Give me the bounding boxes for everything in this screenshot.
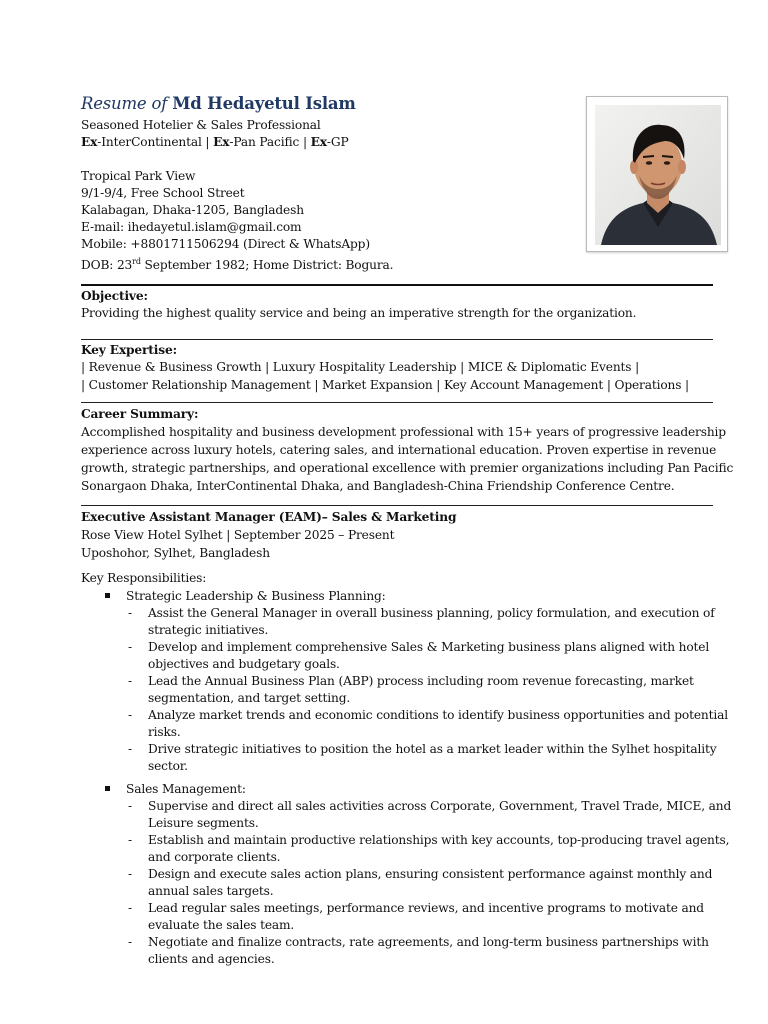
list-item: - Establish and maintain productive relationships with key accounts, top-producing travel agents, and corporate clients. bbox=[128, 833, 730, 864]
expertise-section bbox=[81, 342, 717, 394]
header-block bbox=[81, 117, 717, 151]
dash-bullet-icon: - bbox=[128, 799, 132, 813]
objective-text: Providing the highest quality service and being an imperative strength for the organization. bbox=[81, 306, 637, 320]
list-item: - Supervise and direct all sales activities across Corporate, Government, Travel Trade, MICE, and Leisure segments. bbox=[128, 799, 732, 830]
address-line-3: Kalabagan, Dhaka-1205, Bangladesh bbox=[81, 203, 304, 217]
career-summary-heading: Career Summary: bbox=[81, 407, 199, 421]
divider bbox=[81, 505, 713, 506]
dash-bullet-icon: - bbox=[128, 833, 132, 847]
career-summary-line: Sonargaon Dhaka, InterContinental Dhaka, and Bangladesh-China Friendship Conference Centre. bbox=[81, 479, 675, 493]
previous-employers: Ex-InterContinental | Ex-Pan Pacific | Ex-GP bbox=[81, 135, 349, 149]
list-item: - Negotiate and finalize contracts, rate agreements, and long-term business partnerships with clients and agencies. bbox=[128, 935, 709, 966]
list-item: - Drive strategic initiatives to position the hotel as a market leader within the Sylhet hospitality sector. bbox=[128, 742, 717, 773]
career-summary-line: experience across luxury hotels, catering sales, and international education. Proven expertise in revenue bbox=[81, 443, 717, 457]
divider bbox=[81, 284, 713, 286]
dash-bullet-icon: - bbox=[128, 935, 132, 949]
email-line: E-mail: ihedayetul.islam@gmail.com bbox=[81, 220, 302, 234]
job-section bbox=[81, 508, 717, 562]
responsibility-items bbox=[81, 605, 728, 775]
expertise-heading: Key Expertise: bbox=[81, 343, 177, 357]
job-location: Uposhohor, Sylhet, Bangladesh bbox=[81, 546, 270, 560]
dash-bullet-icon: - bbox=[128, 606, 132, 620]
dash-bullet-icon: - bbox=[128, 901, 132, 915]
dob-line: DOB: 23rd September 1982; Home District: Bogura. bbox=[81, 257, 394, 273]
list-item: - Assist the General Manager in overall business planning, policy formulation, and execution of strategic initiatives. bbox=[128, 606, 715, 637]
section-title: Strategic Leadership & Business Planning: bbox=[126, 589, 386, 603]
dash-bullet-icon: - bbox=[128, 674, 132, 688]
list-item: - Analyze market trends and economic conditions to identify business opportunities and potential risks. bbox=[128, 708, 728, 739]
objective-section bbox=[81, 288, 717, 322]
resume-title bbox=[81, 93, 356, 115]
responsibilities-label: Key Responsibilities: bbox=[81, 571, 207, 585]
career-summary-section bbox=[81, 406, 734, 495]
square-bullet-icon bbox=[105, 786, 110, 791]
tagline: Seasoned Hotelier & Sales Professional bbox=[81, 118, 321, 132]
list-item: - Lead the Annual Business Plan (ABP) process including room revenue forecasting, market segmentation, and target setting. bbox=[128, 674, 694, 705]
square-bullet-icon bbox=[105, 593, 110, 598]
title-prefix: Resume of bbox=[81, 94, 168, 113]
address-line-2: 9/1-9/4, Free School Street bbox=[81, 186, 245, 200]
divider bbox=[81, 339, 713, 340]
dash-bullet-icon: - bbox=[128, 742, 132, 756]
responsibilities-list bbox=[81, 588, 732, 968]
dash-bullet-icon: - bbox=[128, 640, 132, 654]
mobile-line: Mobile: +8801711506294 (Direct & WhatsApp) bbox=[81, 237, 370, 251]
list-item: - Lead regular sales meetings, performance reviews, and incentive programs to motivate and evaluate the sales team. bbox=[128, 901, 704, 932]
expertise-line-2: | Customer Relationship Management | Market Expansion | Key Account Management | Operations | bbox=[81, 378, 690, 392]
address-line-1: Tropical Park View bbox=[81, 169, 196, 183]
responsibility-section bbox=[81, 588, 721, 605]
responsibility-items bbox=[81, 798, 732, 968]
objective-heading: Objective: bbox=[81, 289, 148, 303]
job-title: Executive Assistant Manager (EAM)– Sales & Marketing bbox=[81, 510, 457, 524]
responsibility-section bbox=[81, 781, 721, 798]
section-title: Sales Management: bbox=[126, 782, 246, 796]
dash-bullet-icon: - bbox=[128, 867, 132, 881]
dash-bullet-icon: - bbox=[128, 708, 132, 722]
candidate-name: Md Hedayetul Islam bbox=[172, 94, 356, 113]
list-item: - Develop and implement comprehensive Sales & Marketing business plans aligned with hotel objectives and budgetary goals. bbox=[128, 640, 710, 671]
expertise-line-1: | Revenue & Business Growth | Luxury Hospitality Leadership | MICE & Diplomatic Events | bbox=[81, 360, 640, 374]
career-summary-line: growth, strategic partnerships, and operational excellence with premier organizations including Pan Pacific bbox=[81, 461, 734, 475]
divider bbox=[81, 402, 713, 403]
list-item: - Design and execute sales action plans, ensuring consistent performance against monthly and annual sales targets. bbox=[128, 867, 713, 898]
career-summary-line: Accomplished hospitality and business development professional with 15+ years of progressive leadership bbox=[81, 425, 726, 439]
job-company-dates: Rose View Hotel Sylhet | September 2025 – Present bbox=[81, 528, 395, 542]
contact-block bbox=[81, 168, 717, 274]
